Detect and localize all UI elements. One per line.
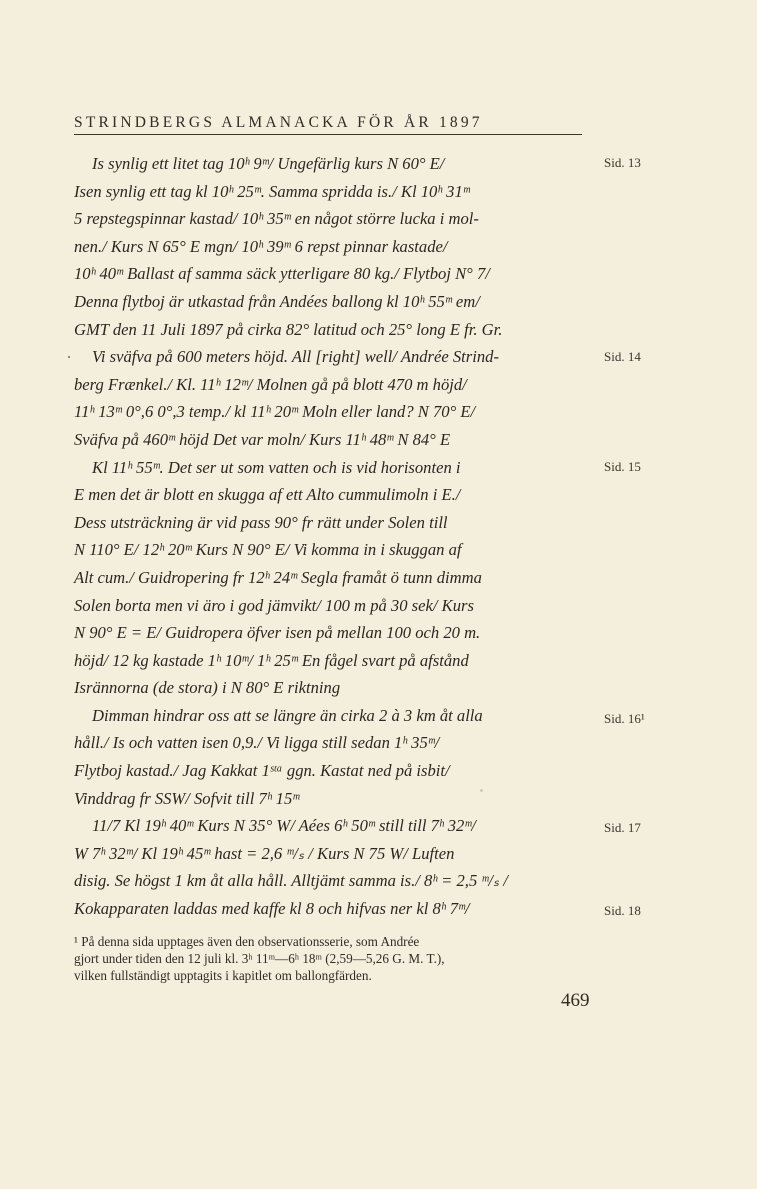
text-line: 5 repstegspinnar kastad/ 10ʰ 35ᵐ en något större lucka i mol- [74, 209, 479, 229]
text-line: Dimman hindrar oss att se längre än cirka 2 à 3 km åt alla [92, 705, 483, 725]
footnote-line: ¹ På denna sida upptages även den observationsserie, som Andrée [74, 934, 420, 949]
text-line: Dess utsträckning är vid pass 90° fr rätt under Solen till [74, 512, 448, 532]
text-line: nen./ Kurs N 65° E mgn/ 10ʰ 39ᵐ 6 repst pinnar kastade/ [74, 236, 448, 256]
text-line: Isrännorna (de stora) i N 80° E riktning [74, 678, 341, 698]
text-line: berg Frænkel./ Kl. 11ʰ 12ᵐ/ Molnen gå på blott 470 m höjd/ [74, 374, 467, 394]
margin-note: Sid. 13 [604, 155, 641, 170]
text-line: 10ʰ 40ᵐ Ballast af samma säck ytterligare 80 kg./ Flytboj N° 7/ [74, 264, 490, 284]
text-line: disig. Se högst 1 km åt alla håll. Alltjämt samma is./ 8ʰ = 2,5 ᵐ/ₛ / [74, 871, 508, 891]
body-text [74, 150, 594, 923]
header-rule [74, 134, 582, 135]
text-line: N 90° E = E/ Guidropera öfver isen på mellan 100 och 20 m. [74, 623, 481, 643]
text-line: 11/7 Kl 19ʰ 40ᵐ Kurs N 35° W/ Aées 6ʰ 50ᵐ still till 7ʰ 32ᵐ/ [92, 816, 476, 836]
margin-note: Sid. 16¹ [604, 711, 645, 726]
margin-note: Sid. 14 [604, 349, 641, 364]
text-line: Kokapparaten laddas med kaffe kl 8 och hifvas ner kl 8ʰ 7ᵐ/ [74, 899, 470, 919]
text-line: E men det är blott en skugga af ett Alto cummulimoln i E./ [74, 485, 461, 505]
text-line: Alt cum./ Guidropering fr 12ʰ 24ᵐ Segla framåt ö tunn dimma [74, 567, 482, 587]
text-line: Isen synlig ett tag kl 10ʰ 25ᵐ. Samma spridda is./ Kl 10ʰ 31ᵐ [74, 181, 470, 201]
text-line: GMT den 11 Juli 1897 på cirka 82° latitud och 25° long E fr. Gr. [74, 319, 503, 339]
text-line: Vinddrag fr SSW/ Sofvit till 7ʰ 15ᵐ [74, 788, 300, 808]
text-line: Sväfva på 460ᵐ höjd Det var moln/ Kurs 11ʰ 48ᵐ N 84° E [74, 429, 451, 449]
text-line: Vi sväfva på 600 meters höjd. All [right] well/ Andrée Strind- [92, 347, 499, 367]
footnote-line: gjort under tiden den 12 juli kl. 3ʰ 11ᵐ—6ʰ 18ᵐ (2,59—5,26 G. M. T.), [74, 951, 445, 966]
text-line: håll./ Is och vatten isen 0,9./ Vi ligga still sedan 1ʰ 35ᵐ/ [74, 733, 440, 753]
margin-note: Sid. 15 [604, 459, 641, 474]
text-line: N 110° E/ 12ʰ 20ᵐ Kurs N 90° E/ Vi komma in i skuggan af [74, 540, 462, 560]
text-line: höjd/ 12 kg kastade 1ʰ 10ᵐ/ 1ʰ 25ᵐ En fågel svart på afstånd [74, 650, 469, 670]
margin-note: Sid. 17 [604, 820, 641, 835]
footnote [74, 933, 588, 984]
text-line: W 7ʰ 32ᵐ/ Kl 19ʰ 45ᵐ hast = 2,6 ᵐ/ₛ / Kurs N 75 W/ Luften [74, 843, 455, 863]
margin-note: Sid. 18 [604, 903, 641, 918]
text-line: Is synlig ett litet tag 10ʰ 9ᵐ/ Ungefärlig kurs N 60° E/ [92, 154, 445, 173]
text-line: Kl 11ʰ 55ᵐ. Det ser ut som vatten och is vid horisonten i [92, 457, 461, 477]
text-line: 11ʰ 13ᵐ 0°,6 0°,3 temp./ kl 11ʰ 20ᵐ Moln eller land? N 70° E/ [74, 402, 476, 422]
running-header: STRINDBERGS ALMANACKA FÖR ÅR 1897 [74, 114, 483, 131]
margin-dot [68, 356, 70, 358]
text-line: Solen borta men vi äro i god jämvikt/ 100 m på 30 sek/ Kurs [74, 595, 474, 615]
footnote-line: vilken fullständigt upptagits i kapitlet om ballongfärden. [74, 968, 372, 983]
text-line: Flytboj kastad./ Jag Kakkat 1ˢᵗᵃ ggn. Kastat ned på isbit/ [74, 761, 450, 781]
page-number: 469 [561, 990, 590, 1011]
text-line: Denna flytboj är utkastad från Andées ballong kl 10ʰ 55ᵐ em/ [74, 291, 480, 311]
